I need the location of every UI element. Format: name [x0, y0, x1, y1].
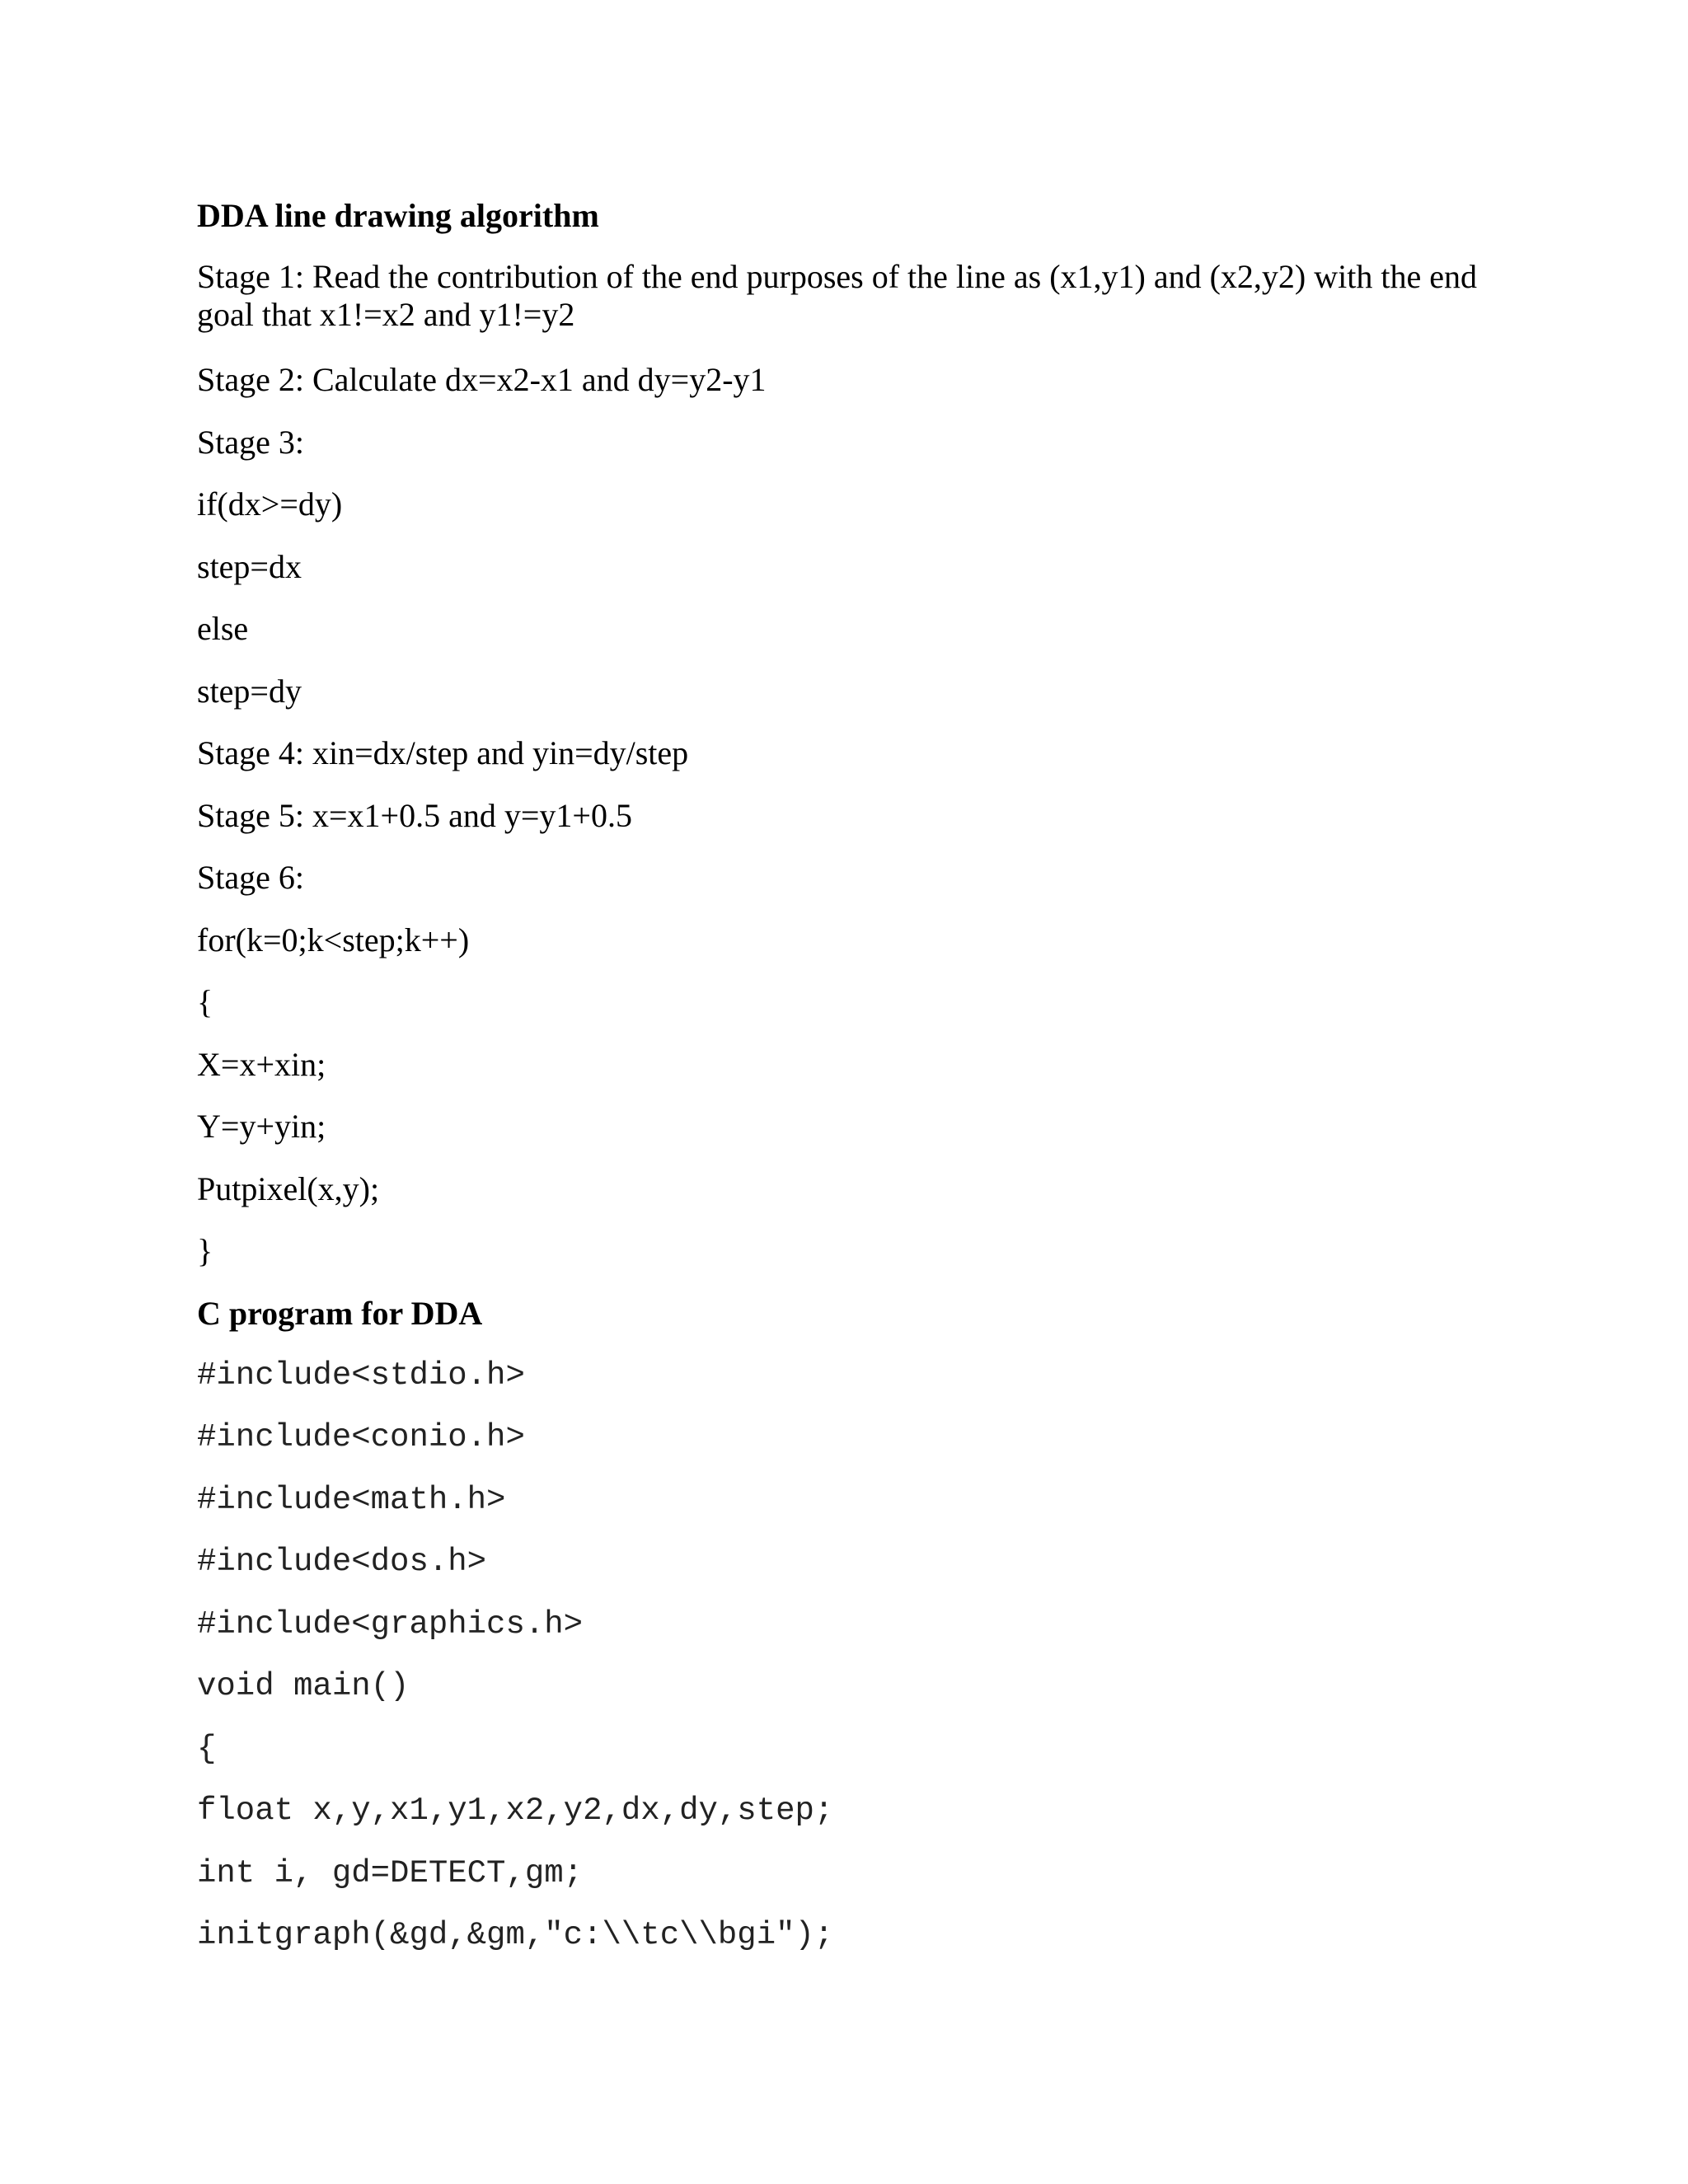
stage-4-text: Stage 4: xin=dx/step and yin=dy/step [197, 734, 689, 771]
if-condition-line: if(dx>=dy) [197, 485, 343, 523]
code-int-declaration: int i, gd=DETECT,gm; [197, 1855, 584, 1891]
code-include-dos: #include<dos.h> [197, 1544, 487, 1580]
x-update-line: X=x+xin; [197, 1046, 326, 1083]
code-include-graphics: #include<graphics.h> [197, 1606, 584, 1643]
y-update-line: Y=y+yin; [197, 1108, 326, 1145]
for-loop-line: for(k=0;k<step;k++) [197, 921, 470, 958]
stage-3-text: Stage 3: [197, 424, 304, 461]
stage-2-text: Stage 2: Calculate dx=x2-x1 and dy=y2-y1 [197, 361, 767, 398]
step-dx-line: step=dx [197, 548, 302, 585]
stage-6-text: Stage 6: [197, 859, 304, 896]
code-include-math: #include<math.h> [197, 1482, 506, 1518]
step-dy-line: step=dy [197, 673, 302, 710]
code-float-declaration: float x,y,x1,y1,x2,y2,dx,dy,step; [197, 1793, 834, 1829]
putpixel-line: Putpixel(x,y); [197, 1170, 380, 1207]
code-open-brace: { [197, 1731, 217, 1767]
code-include-stdio: #include<stdio.h> [197, 1357, 525, 1394]
open-brace-line: { [197, 983, 213, 1020]
heading-c-program: C program for DDA [197, 1295, 483, 1332]
close-brace-line: } [197, 1232, 213, 1269]
code-include-conio: #include<conio.h> [197, 1419, 525, 1455]
stage-1-text: Stage 1: Read the contribution of the end purposes of the line as (x1,y1) and (x2,y2) with the end goal that x1!=x2 and y1!=y2 [197, 258, 1477, 333]
code-initgraph-call: initgraph(&gd,&gm,"c:\\tc\\bgi"); [197, 1917, 834, 1953]
heading-dda-algorithm: DDA line drawing algorithm [197, 197, 599, 234]
stage-5-text: Stage 5: x=x1+0.5 and y=y1+0.5 [197, 797, 632, 834]
code-void-main: void main() [197, 1668, 410, 1704]
else-line: else [197, 610, 249, 647]
